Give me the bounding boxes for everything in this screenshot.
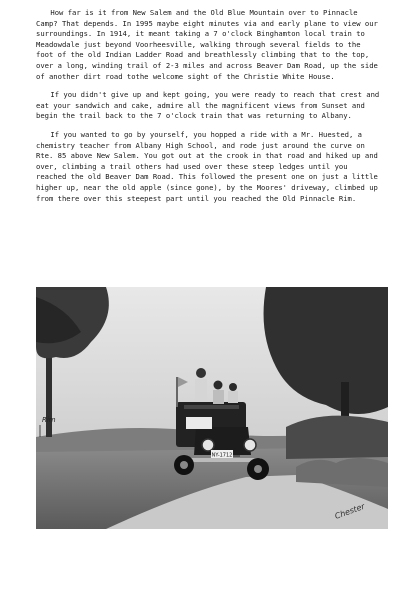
text-block xyxy=(36,8,380,212)
paragraph-1: How far is it from New Salem and the Old Blue Mountain over to Pinnacle Camp? That depends. In 1995 maybe eight minutes via and early plane to view our surroundings. In 1914, it meant taking a 7 o'clock Binghamton local train to Meadowdale just beyond Voorheesville, walking through several fields to the foot of the old Indian Ladder Road and breathlessly climbing that to the top, over a long, winding trail of 2-3 miles and across Beaver Dam Road, up the side of another dirt road tothe welcome sight of the Christie White House. xyxy=(36,8,378,81)
license-plate-text: NY-1712 xyxy=(211,452,233,459)
paragraph-2: If you didn't give up and kept going, you were ready to reach that crest and eat your sandwich and cake, admire all the magnificent views from Sunset and begin the trail back to the 7 o'clock train that was returning to Albany. xyxy=(36,90,380,121)
rim-annotation: Rim xyxy=(42,416,56,424)
photo-illustration xyxy=(36,287,388,529)
roadside-bushes xyxy=(296,458,388,487)
photographer-signature: Chester xyxy=(333,501,366,521)
vintage-car-photo xyxy=(36,287,388,529)
paragraph-3: If you wanted to go by yourself, you hopped a ride with a Mr. Huested, a chemistry teacher from Albany High School, and rode just around the curve on Rte. 85 above New Salem. You got out at the crook in that road and hiked up and over, climbing a trail others had used over these steep ledges until you reached the old Beaver Dam Road. This followed the present one on just a little higher up, near the old apple (since gone), by the Moores' driveway, climbed up from there over this steepest part until you reached the Old Pinnacle Rim. xyxy=(36,129,378,203)
